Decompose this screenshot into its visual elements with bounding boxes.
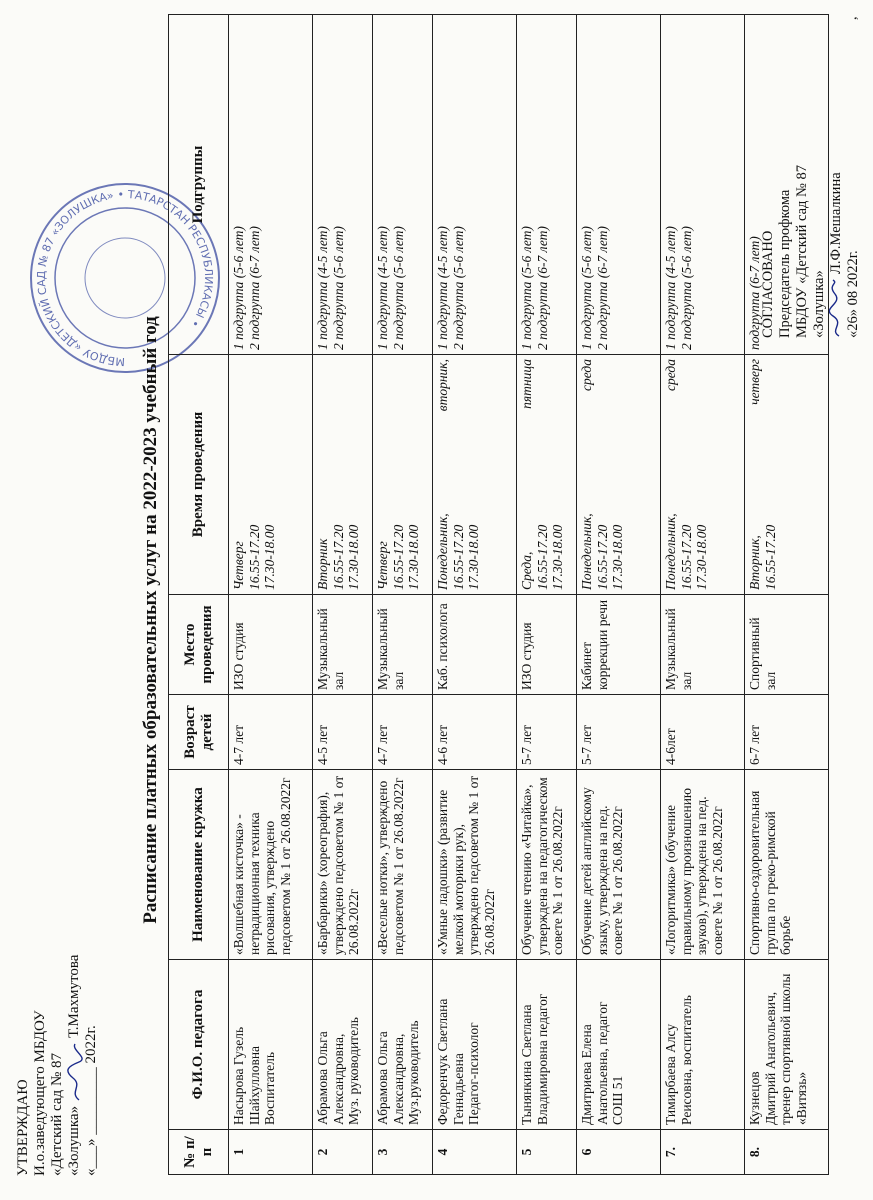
- time2: 17.30-18.00: [262, 524, 277, 590]
- approval-signer: Т.Махмутова: [66, 954, 82, 1038]
- table-header-row: [169, 15, 229, 1175]
- teacher-line2: Анатольевна, педагог: [594, 1001, 610, 1125]
- table-row: [229, 15, 313, 1175]
- day1: Понедельник,: [579, 513, 594, 590]
- day2: вторник,: [435, 359, 450, 412]
- day2: среда: [579, 359, 594, 391]
- time1: 16.55-17.20: [246, 524, 262, 590]
- day2: четверг: [747, 359, 762, 405]
- agreement-signature-icon: [829, 278, 845, 338]
- row-age: 4-5 лет: [313, 695, 373, 770]
- row-num: 4: [433, 1130, 517, 1175]
- group1: 1 подгруппа (5-6 лет): [579, 226, 594, 350]
- day-line: [747, 359, 763, 590]
- time1: 16.55-17.20: [534, 524, 550, 590]
- teacher-line2: Александровна,: [330, 1033, 346, 1125]
- row-club: «Волшебная кисточка» - нетрадиционная техника рисования, утверждено педсоветом № 1 от 26.08.2022г: [229, 770, 313, 960]
- schedule-table: [168, 14, 829, 1175]
- row-teacher: [517, 960, 577, 1130]
- group2: 2 подгруппа (5-6 лет): [330, 226, 346, 350]
- day1: Четверг: [375, 541, 390, 590]
- table-row: [373, 15, 433, 1175]
- time2: 17.30-18.00: [406, 524, 421, 590]
- group2: 2 подгруппа (6-7 лет): [594, 226, 610, 350]
- row-place: Кабинет коррекции речи: [577, 595, 661, 695]
- row-teacher: [313, 960, 373, 1130]
- teacher-line1: Абрамова Ольга: [375, 1031, 390, 1125]
- time2: 17.30-18.00: [610, 524, 625, 590]
- group1: подгруппа (6-7 лет): [747, 236, 762, 350]
- group1: 1 подгруппа (4-5 лет): [663, 226, 678, 350]
- row-age: 5-7 лет: [517, 695, 577, 770]
- time1: 16.55-17.20: [450, 524, 466, 590]
- teacher-line1: Абрамова Ольга: [315, 1031, 330, 1125]
- row-num: 6: [577, 1130, 661, 1175]
- row-age: 4-7 лет: [229, 695, 313, 770]
- row-teacher: [661, 960, 745, 1130]
- teacher-line2: Шайхулловна: [246, 1045, 262, 1125]
- svg-text:МБДОУ «ДЕТСКИЙ САД № 87 «ЗОЛУШ: МБДОУ «ДЕТСКИЙ САД № 87 «ЗОЛУШКА» • ТАТАРСТАН РЕСПУБЛИКАСЫ •: [34, 187, 216, 369]
- time2: 17.30-18.00: [466, 524, 481, 590]
- row-time: [433, 355, 517, 595]
- row-club: «Барбарики» (хореография), утверждено педсоветом № 1 от 26.08.2022г: [313, 770, 373, 960]
- approval-block: [15, 896, 100, 1176]
- row-num: 2: [313, 1130, 373, 1175]
- row-num: 8.: [745, 1130, 829, 1175]
- time2: 17.30-18.00: [346, 524, 361, 590]
- group2: 2 подгруппа (5-6 лет): [678, 226, 694, 350]
- header-groups: Подгруппы: [169, 15, 229, 355]
- day2: среда: [663, 359, 678, 391]
- row-teacher: [745, 960, 829, 1130]
- agreement-line2: МБДОУ «Детский сад № 87: [794, 164, 810, 338]
- row-time: [745, 355, 829, 595]
- group1: 1 подгруппа (4-5 лет): [315, 226, 330, 350]
- row-num: 5: [517, 1130, 577, 1175]
- time2: 17.30-18.00: [550, 524, 565, 590]
- agreement-sig-line: [828, 18, 845, 338]
- row-club: Спортивно-оздоровительная группа по греко-римской борьбе: [745, 770, 829, 960]
- day1: Понедельник,: [435, 513, 450, 590]
- row-club: «Логоритмика» (обучение правильному произношению звуков), утверждена на пед. совете № 1 от 26.08.2022г: [661, 770, 745, 960]
- day1: Вторник,: [747, 535, 762, 590]
- agreement-signer: Л.Ф.Мешалкина: [828, 172, 844, 274]
- teacher-line3: Муз.руководитель: [406, 1020, 421, 1125]
- row-groups: [313, 15, 373, 355]
- row-groups: [229, 15, 313, 355]
- row-teacher: [229, 960, 313, 1130]
- day2: пятница: [519, 359, 534, 409]
- row-place: ИЗО студия: [517, 595, 577, 695]
- row-time: [373, 355, 433, 595]
- approval-line1: И.о.заведующего МБДОУ: [32, 1010, 48, 1176]
- group2: 2 подгруппа (6-7 лет): [534, 226, 550, 350]
- approval-signature-icon: [67, 1042, 83, 1102]
- row-groups: [661, 15, 745, 355]
- agreement-line3: «Золушка»: [811, 270, 827, 338]
- row-groups: [373, 15, 433, 355]
- time2: 17.30-18.00: [694, 524, 709, 590]
- header-time: Время проведения: [169, 355, 229, 595]
- row-place: Музыкальный зал: [661, 595, 745, 695]
- row-place: ИЗО студия: [229, 595, 313, 695]
- row-time: [577, 355, 661, 595]
- group1: 1 подгруппа (4-5 лет): [435, 226, 450, 350]
- row-club: «Умные ладошки» (развитие мелкой моторики рук), утверждено педсоветом № 1 от 26.08.2022г: [433, 770, 517, 960]
- row-teacher: [373, 960, 433, 1130]
- row-club: «Веселые нотки», утверждено педсоветом № 1 от 26.08.2022г: [373, 770, 433, 960]
- group2: 2 подгруппа (5-6 лет): [450, 226, 466, 350]
- teacher-line2: Владимировна педагог: [534, 993, 550, 1125]
- agreement-heading: СОГЛАСОВАНО: [760, 230, 776, 338]
- row-age: 4-6лет: [661, 695, 745, 770]
- table-row: [661, 15, 745, 1175]
- day1: Вторник: [315, 538, 330, 590]
- teacher-line1: Тимирбаева Алсу: [663, 1023, 678, 1125]
- group1: 1 подгруппа (4-5 лет): [375, 226, 390, 350]
- row-age: 4-6 лет: [433, 695, 517, 770]
- header-club: Наименование кружка: [169, 770, 229, 960]
- day-line: [315, 359, 331, 590]
- group1: 1 подгруппа (5-6 лет): [231, 226, 246, 350]
- agreement-line1: Председатель профкома: [777, 189, 793, 338]
- day1: Понедельник,: [663, 513, 678, 590]
- agreement-date: «26» 08 2022г.: [845, 250, 861, 338]
- time1: 16.55-17.20: [678, 524, 694, 590]
- row-place: Спортивный зал: [745, 595, 829, 695]
- table-row: [517, 15, 577, 1175]
- table-row: [313, 15, 373, 1175]
- row-time: [229, 355, 313, 595]
- group1: 1 подгруппа (5-6 лет): [519, 226, 534, 350]
- row-age: 4-7 лет: [373, 695, 433, 770]
- time1: 16.55-17.20: [594, 524, 610, 590]
- row-club: Обучение детей английскому языку, утверждена на пед. совете № 1 от 26.08.2022г: [577, 770, 661, 960]
- header-num: № п/п: [169, 1130, 229, 1175]
- time1: 16.55-17.20: [330, 524, 346, 590]
- teacher-line1: Федоренчук Светлана: [435, 998, 450, 1125]
- row-place: Каб. психолога: [433, 595, 517, 695]
- teacher-line2: Дмитрий Анатольевич,: [762, 991, 778, 1125]
- approval-heading: УТВЕРЖДАЮ: [15, 1079, 31, 1176]
- time1: 16.55-17.20: [390, 524, 406, 590]
- row-time: [313, 355, 373, 595]
- header-place: Место проведения: [169, 595, 229, 695]
- row-groups: [517, 15, 577, 355]
- group2: 2 подгруппа (5-6 лет): [390, 226, 406, 350]
- day1: Среда,: [519, 551, 534, 590]
- row-club: Обучение чтению «Читайка», утверждена на педагогическом совете № 1 от 26.08.2022г: [517, 770, 577, 960]
- teacher-line2: Александровна,: [390, 1033, 406, 1125]
- row-groups: [577, 15, 661, 355]
- approval-line3: «Золушка»: [66, 1105, 82, 1176]
- teacher-line3: Муз. руководитель: [346, 1017, 361, 1125]
- teacher-line1: Тынянкина Светлана: [519, 1004, 534, 1125]
- row-num: 3: [373, 1130, 433, 1175]
- table-row: [745, 15, 829, 1175]
- day-line: [519, 359, 535, 590]
- row-place: Музыкальный зал: [313, 595, 373, 695]
- row-groups: [433, 15, 517, 355]
- teacher-line1: Дмитриева Елена: [579, 1024, 594, 1125]
- group2: 2 подгруппа (6-7 лет): [246, 226, 262, 350]
- teacher-line1: Насырова Гузель: [231, 1026, 246, 1125]
- day1: Четверг: [231, 541, 246, 590]
- day-line: [579, 359, 595, 590]
- row-teacher: [433, 960, 517, 1130]
- teacher-line3: тренер спортивной школы «Витязь»: [778, 973, 809, 1125]
- teacher-line3: Воспитатель: [262, 1051, 277, 1125]
- day-line: [663, 359, 679, 590]
- day-line: [231, 359, 247, 590]
- teacher-line1: Кузнецов: [747, 1071, 762, 1125]
- teacher-line3: СОШ 51: [610, 1075, 625, 1125]
- approval-date: «___» _________ 2022г.: [83, 1025, 99, 1176]
- row-num: 1: [229, 1130, 313, 1175]
- approval-line2: «Детский сад № 87: [49, 1052, 65, 1176]
- row-groups: [745, 15, 829, 355]
- teacher-line3: Педагог-психолог: [466, 1022, 481, 1125]
- row-num: 7.: [661, 1130, 745, 1175]
- teacher-line2: Реисовна, воспитатель: [678, 995, 694, 1125]
- day-line: [375, 359, 391, 590]
- time1: 16.55-17.20: [762, 524, 778, 590]
- row-time: [661, 355, 745, 595]
- row-age: 5-7 лет: [577, 695, 661, 770]
- header-teacher: Ф.И.О. педагога: [169, 960, 229, 1130]
- row-time: [517, 355, 577, 595]
- corner-mark: ,: [845, 16, 860, 20]
- row-teacher: [577, 960, 661, 1130]
- row-age: 6-7 лет: [745, 695, 829, 770]
- approval-sig-line: [66, 896, 83, 1176]
- row-place: Музыкальный зал: [373, 595, 433, 695]
- table-row: [577, 15, 661, 1175]
- teacher-line2: Геннадьевна: [450, 1053, 466, 1125]
- table-row: [433, 15, 517, 1175]
- day-line: [435, 359, 451, 590]
- header-age: Возраст детей: [169, 695, 229, 770]
- page-title: Расписание платных образовательных услуг на 2022-2023 учебный год: [140, 316, 161, 924]
